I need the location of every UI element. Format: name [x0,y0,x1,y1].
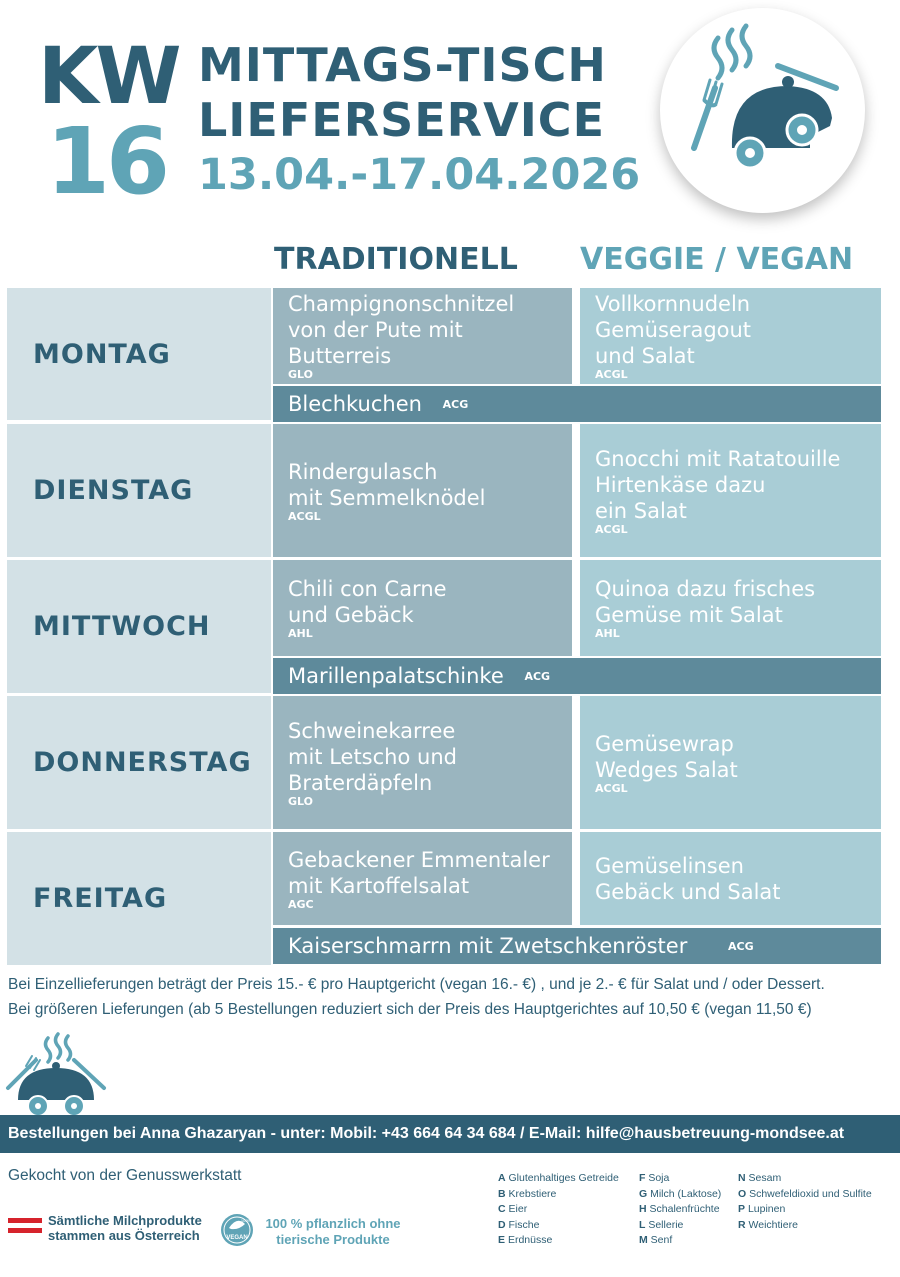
delivery-logo [660,8,865,213]
allergen-legend-item: D Fische [498,1218,540,1231]
veggie-dish [580,560,881,656]
cooked-by-note: Gekocht von der Genusswerkstatt [8,1167,242,1184]
dish-line: ein Salat [595,498,687,523]
dish-line: Gebackener Emmentaler [288,847,550,872]
dish-line: Gebäck und Salat [595,879,781,904]
allergen-codes: GLO [288,794,313,808]
allergen-codes: AHL [288,627,313,640]
dish-line: Braterdäpfeln [288,770,433,795]
dish-line: Wedges Salat [595,757,738,782]
allergen-legend-item: P Lupinen [738,1203,786,1215]
day-label: MITTWOCH [7,560,271,693]
veggie-dish [580,832,881,925]
dish-line: Vollkornnudeln [595,292,751,316]
allergen-codes: ACG [728,940,754,953]
page-title-line1: MITTAGS-TISCH [198,38,607,92]
order-contact-bar: Bestellungen bei Anna Ghazaryan - unter: Mobil: +43 664 64 34 684 / E-Mail: hilfe@hausbetreuung-mondsee.at [0,1115,900,1153]
allergen-codes: ACG [524,670,551,683]
day-label: MONTAG [7,288,271,420]
allergen-codes: ACGL [288,509,321,523]
allergen-legend-item: A Glutenhaltiges Getreide [498,1172,619,1184]
veggie-dish [580,696,881,829]
allergen-legend-item: G Milch (Laktose) [639,1187,722,1200]
allergen-legend-item: F Soja [639,1172,670,1184]
traditional-dish [273,832,572,925]
vegan-leaf-icon [219,1212,255,1248]
page-title-line2: LIEFERSERVICE [198,93,605,147]
traditional-dish [273,560,572,656]
dish-line: Gemüse mit Salat [595,603,783,627]
allergen-legend-item: E Erdnüsse [498,1234,553,1246]
allergen-legend-item: R Weichtiere [738,1218,798,1231]
milk-origin-text: Sämtliche Milchprodukte stammen aus Österreich [48,1213,202,1243]
day-label: FREITAG [7,832,271,965]
austria-flag-icon [8,1218,42,1233]
dish-line: mit Kartoffelsalat [288,873,470,898]
allergen-legend-item: M Senf [639,1234,673,1246]
allergen-legend-item: N Sesam [738,1172,782,1184]
allergen-codes: ACGL [595,368,628,381]
vegan-note [258,1216,408,1248]
day-label: DIENSTAG [7,424,271,557]
allergen-codes: AHL [595,627,620,640]
dish-line: Hirtenkäse dazu [595,472,766,497]
dessert-name: Blechkuchen [288,392,422,416]
vegan-note-line2: tierische Produkte [276,1232,390,1247]
week-label: KW [38,32,179,122]
delivery-cloche-icon [660,8,865,213]
delivery-cloche-icon [4,1030,108,1120]
dish-line: Rindergulasch [288,459,438,484]
vegan-badge-word: VEGAN [226,1235,248,1241]
allergen-legend-item: C Eier [498,1203,528,1215]
allergen-legend-item: H Schalenfrüchte [639,1203,720,1215]
dish-line: Quinoa dazu frisches [595,577,816,601]
allergen-codes: AGC [288,897,314,911]
dish-line: Schweinekarree [288,718,456,743]
date-range: 13.04.-17.04.2026 [198,150,641,200]
traditional-dish [273,696,572,829]
pricing-note-bulk: Bei größeren Lieferungen (ab 5 Bestellungen reduziert sich der Preis des Hauptgerichtes auf 10,50 € (vegan 11,50 €) [8,1001,812,1018]
dish-line: mit Semmelknödel [288,485,486,510]
vegan-badge-percent: 100% [240,1218,252,1223]
allergen-codes: ACGL [595,522,628,536]
allergen-legend-item: B Krebstiere [498,1187,557,1200]
dish-line: Chili con Carne [288,577,447,601]
dish-line: Gemüseragout [595,318,752,342]
dessert-row [273,386,881,422]
allergen-legend-column-3 [738,1171,872,1233]
vegan-badge [219,1212,255,1253]
dessert-row [273,658,881,694]
veggie-dish [580,288,881,384]
dessert-row [273,928,881,964]
dish-line: und Gebäck [288,603,414,627]
veggie-dish [580,424,881,557]
pricing-note-single: Bei Einzellieferungen beträgt der Preis 15.- € pro Hauptgericht (vegan 16.- €) , und je 2.- € für Salat und / oder Dessert. [8,976,825,993]
dessert-name: Kaiserschmarrn mit Zwetschkenröster [288,934,688,958]
allergen-legend-column-2 [639,1171,721,1249]
traditional-dish [273,288,572,384]
week-number: 16 [46,108,167,215]
dish-line: Gnocchi mit Ratatouille [595,446,841,471]
dish-line: mit Letscho und [288,744,457,769]
column-header-veggie: VEGGIE / VEGAN [580,242,854,277]
traditional-dish [273,424,572,557]
column-header-traditional: TRADITIONELL [274,242,518,277]
allergen-codes: GLO [288,368,313,381]
day-label: DONNERSTAG [7,696,271,829]
allergen-legend-item: L Sellerie [639,1218,684,1231]
dish-line: Champignonschnitzel [288,292,515,316]
dish-line: Gemüsewrap [595,731,734,756]
small-delivery-logo [4,1030,108,1125]
dish-line: Butterreis [288,344,392,368]
dish-line: und Salat [595,344,695,368]
vegan-note-line1: 100 % pflanzlich ohne [265,1216,401,1231]
allergen-codes: ACGL [595,781,628,795]
dessert-name: Marillenpalatschinke [288,664,504,688]
allergen-legend-item: O Schwefeldioxid und Sulfite [738,1187,872,1200]
allergen-codes: ACG [442,398,469,411]
dish-line: von der Pute mit [288,318,463,342]
allergen-legend-column-1 [498,1171,619,1249]
dish-line: Gemüselinsen [595,853,744,878]
